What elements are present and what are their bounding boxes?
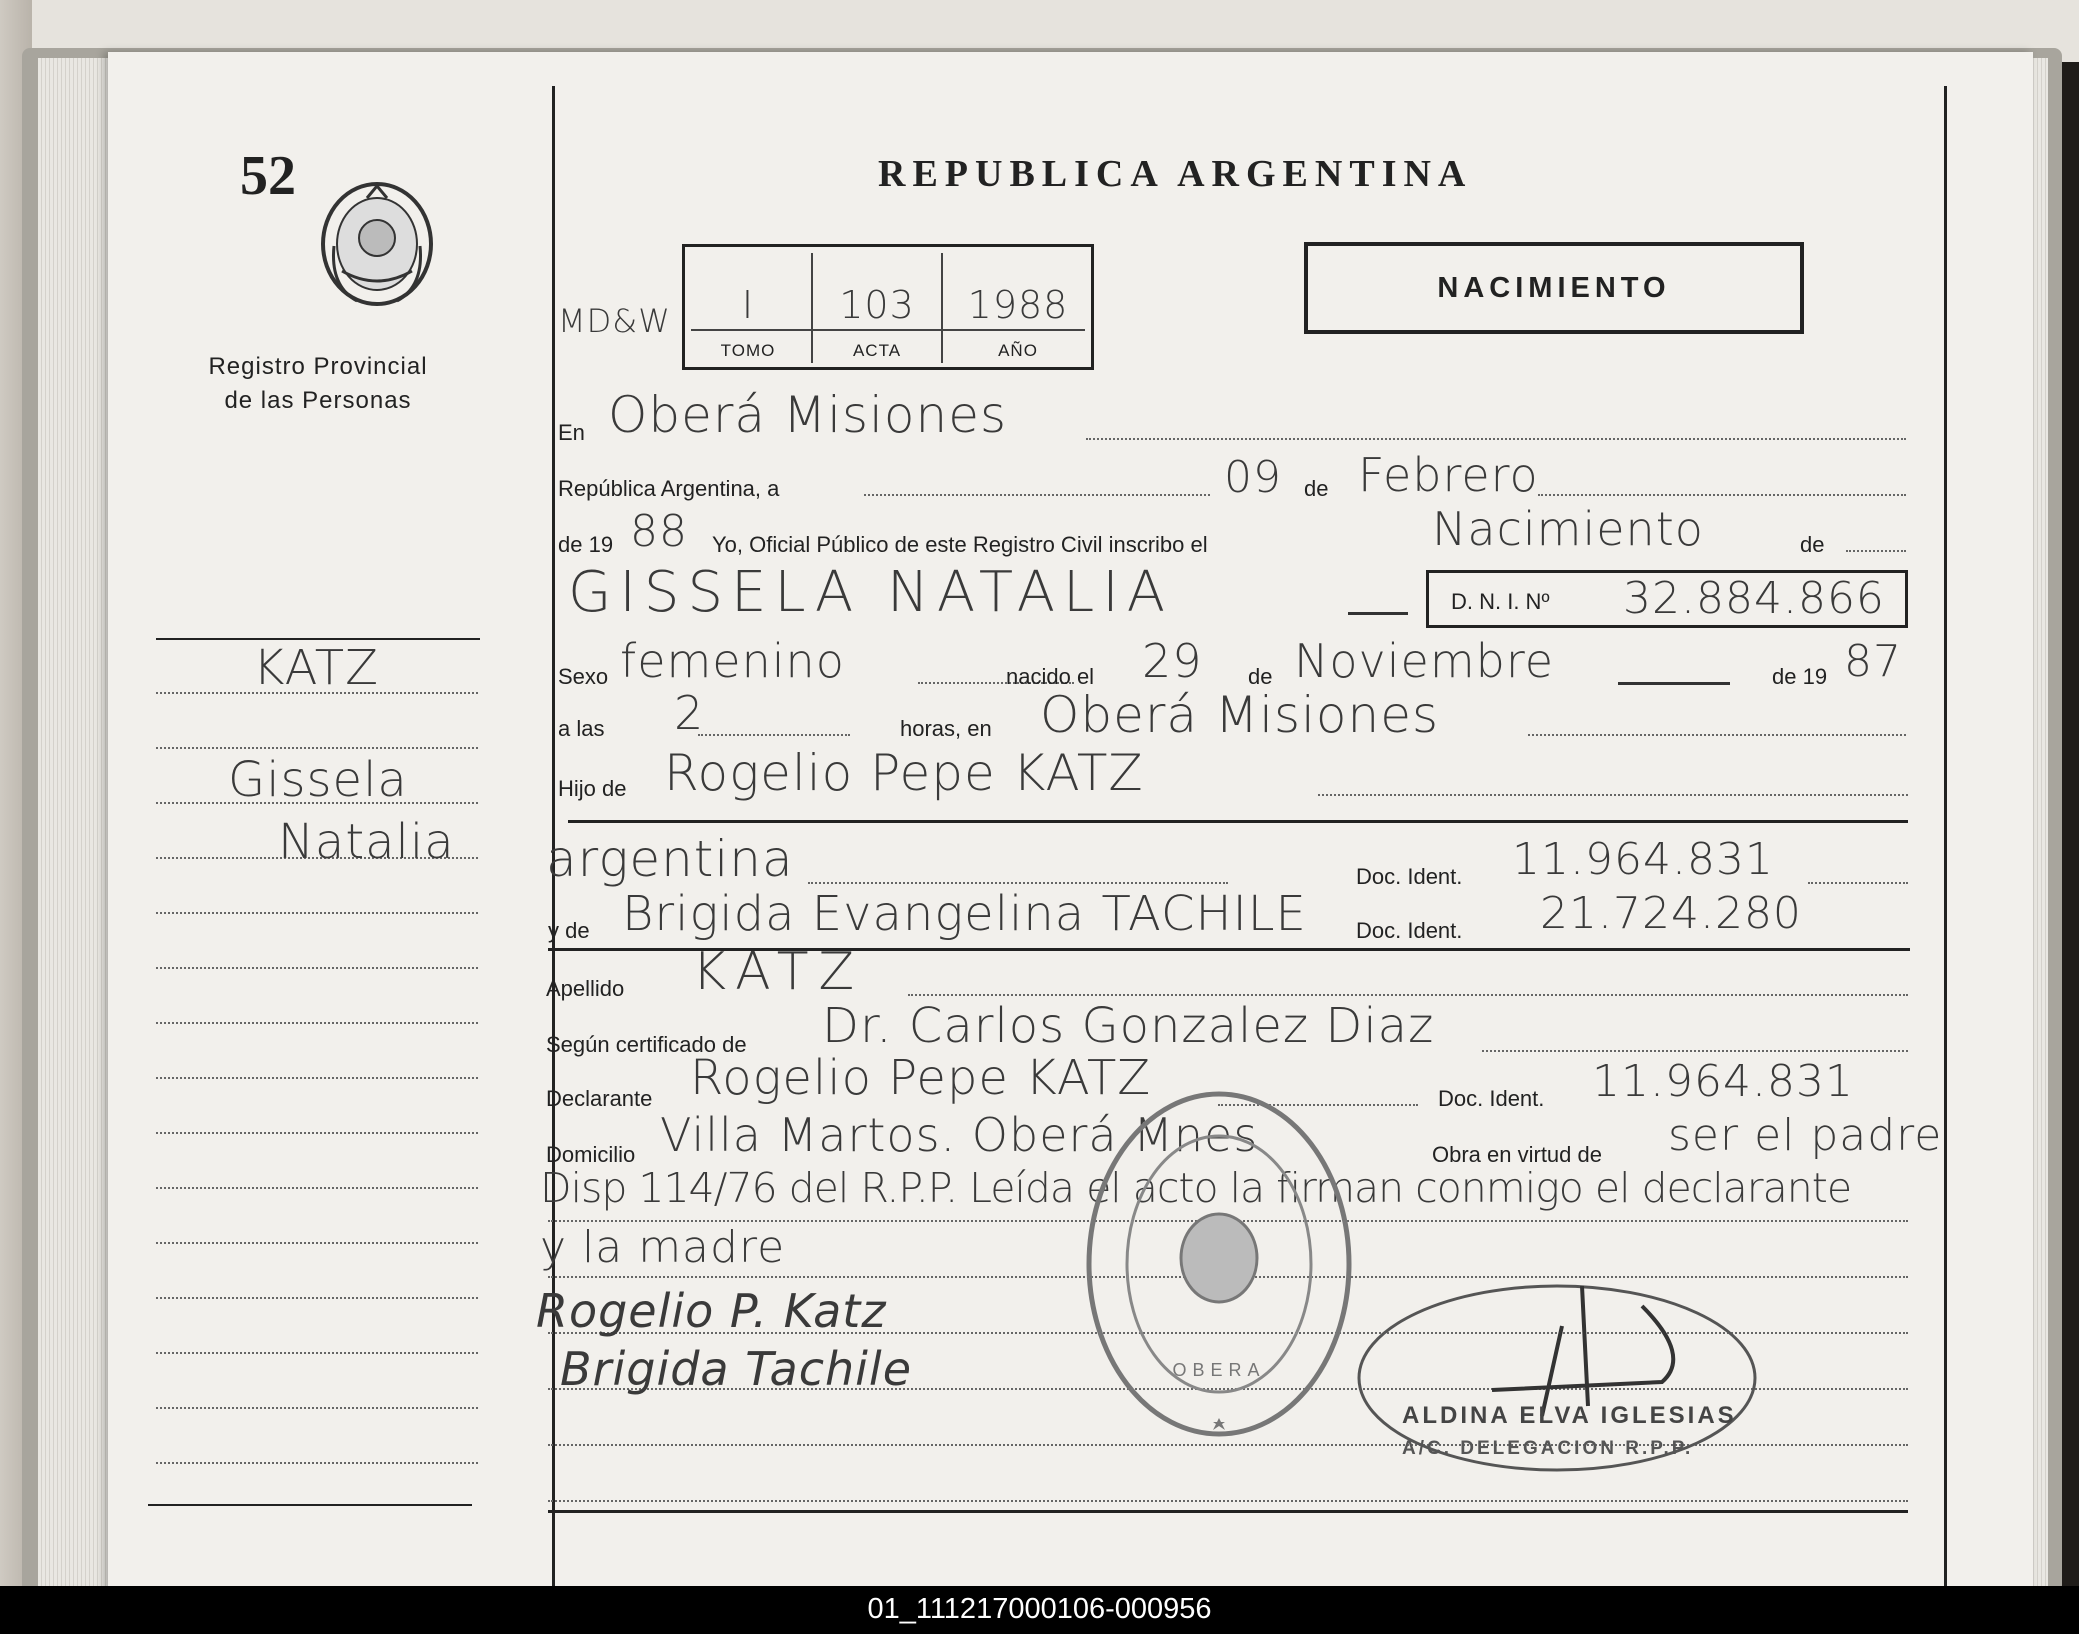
label-sexo: Sexo [558,664,609,689]
signature-mother: Brigida Tachile [560,1342,913,1396]
value-apellido: KATZ [692,942,865,1002]
footer-id: 01_111217000106-000956 [867,1593,1212,1625]
registry-name [168,350,468,418]
value-sexo: femenino [620,634,845,688]
value-doc-madre: 21.724.280 [1540,888,1802,939]
anio-value: 1988 [967,283,1069,327]
value-medico: Dr. Carlos Gonzalez Diaz [822,998,1435,1054]
line-nombre [1348,612,1408,615]
header-title: REPUBLICA ARGENTINA [878,153,1473,195]
margin-dotted-line [156,747,478,749]
value-lugar: Oberá Misiones [608,386,1008,444]
line-padre [1318,794,1908,796]
rule-padre [568,820,1908,823]
rule-bottom [548,1510,1908,1513]
right-border [1944,86,1947,1592]
label-doc-padre: Doc. Ident. [1356,864,1463,889]
label-de-mes: de [1304,476,1329,501]
anio-label: AÑO [998,341,1038,360]
line-hora [698,734,850,736]
box-value-line [691,329,1085,331]
margin-dotted-line [156,1022,478,1024]
label-y-de: y de [548,918,590,943]
act-type-box [1304,242,1804,334]
value-anio-nac: 87 [1844,636,1902,687]
value-dia: 09 [1224,452,1282,503]
label-de-acto: de [1800,532,1825,557]
label-nacido-el: nacido el [1006,664,1095,689]
registry-name-line1: Registro Provincial [208,353,428,380]
margin-dotted-line [156,1187,478,1189]
registry-name-line2: de las Personas [224,387,412,414]
label-segun-cert: Según certificado de [546,1032,747,1057]
value-declarante: Rogelio Pepe KATZ [690,1050,1152,1106]
value-madre: Brigida Evangelina TACHILE [622,886,1307,942]
line-en [1086,438,1906,440]
label-de-19-nac: de 19 [1772,664,1828,689]
officer-name: ALDINA ELVA IGLESIAS [1402,1402,1737,1429]
stamp-city: OBERA [1172,1360,1266,1380]
value-domicilio: Villa Martos. Oberá Mnes [660,1108,1259,1162]
margin-apellido: KATZ [253,640,379,696]
margin-dotted-line [156,967,478,969]
margin-dotted-line [156,1462,478,1464]
value-nombre: GISSELA NATALIA [568,560,1174,625]
line-republica [864,494,1210,496]
margin-dotted-line [156,1352,478,1354]
value-doc-declarante: 11.964.831 [1592,1056,1854,1107]
label-horas-en: horas, en [900,716,992,741]
value-nota1: Disp 114/76 del R.P.P. Leída el acto la firman conmigo el declarante [540,1164,1852,1212]
value-dni: 32.884.866 [1623,573,1885,624]
acta-label: ACTA [852,341,902,360]
tomo-label: TOMO [720,341,776,360]
act-type: NACIMIENTO [1437,272,1671,304]
officer-oval-stamp-icon [1352,1266,1762,1496]
acta-value: 103 [839,283,915,327]
value-mes-nac: Noviembre [1294,634,1555,688]
label-domicilio: Domicilio [546,1142,636,1167]
line-doc-padre [1808,882,1908,884]
signature-father: Rogelio P. Katz [536,1284,887,1338]
value-obra-virtud: ser el padre [1668,1110,1943,1161]
label-dni: D. N. I. Nº [1451,589,1550,614]
tomo-acta-anio-box [682,244,1094,370]
page-number: 52 [240,145,296,207]
label-yo-oficial: Yo, Oficial Público de este Registro Civil inscribo el [712,532,1208,557]
line-apellido [908,994,1908,996]
value-dia-nac: 29 [1142,634,1203,688]
value-nacionalidad: argentina [546,830,794,888]
value-mes: Febrero [1358,448,1539,502]
margin-dotted-line [156,1407,478,1409]
tomo-value: I [741,283,755,327]
value-lugar-nac: Oberá Misiones [1040,686,1440,744]
margin-dotted-line [156,1297,478,1299]
line-medico [1482,1050,1908,1052]
label-hijo-de: Hijo de [558,776,627,801]
body-dotted-line [548,1500,1908,1502]
margin-nombre2: Natalia [278,814,455,870]
office-code: MD&W [558,302,671,340]
label-republica: República Argentina, a [558,476,780,501]
margin-rule-bottom [148,1504,472,1506]
provincial-seal-icon [312,176,442,316]
label-doc-declarante: Doc. Ident. [1438,1086,1545,1111]
value-padre: Rogelio Pepe KATZ [664,744,1144,802]
label-obra-virtud: Obra en virtud de [1432,1142,1602,1167]
line-mes-nac [1618,682,1730,685]
line-acto [1846,550,1906,552]
value-nota2: y la madre [540,1222,786,1273]
value-acto: Nacimiento [1432,502,1704,556]
label-a-las: a las [558,716,605,741]
officer-role: A/C. DELEGACION R.P.P. [1402,1438,1694,1459]
margin-dotted-line [156,1242,478,1244]
label-doc-madre: Doc. Ident. [1356,918,1463,943]
label-de-mes-nac: de [1248,664,1273,689]
registry-stamp-icon [1082,1088,1356,1440]
value-doc-padre: 11.964.831 [1512,834,1774,885]
line-lugar-nac [1528,734,1906,736]
margin-dotted-line [156,1077,478,1079]
line-nacionalidad [808,882,1228,884]
margin-dotted-line [156,1132,478,1134]
dni-box [1426,570,1908,628]
value-anio-corto: 88 [630,506,688,557]
label-declarante: Declarante [546,1086,653,1111]
label-en: En [558,420,585,445]
margin-dotted-line [156,912,478,914]
label-apellido: Apellido [546,976,625,1001]
label-de-19: de 19 [558,532,614,557]
register-page [108,52,2033,1592]
line-mes [1538,494,1906,496]
margin-nombre1: Gissela [228,752,408,808]
value-hora: 2 [674,686,705,740]
